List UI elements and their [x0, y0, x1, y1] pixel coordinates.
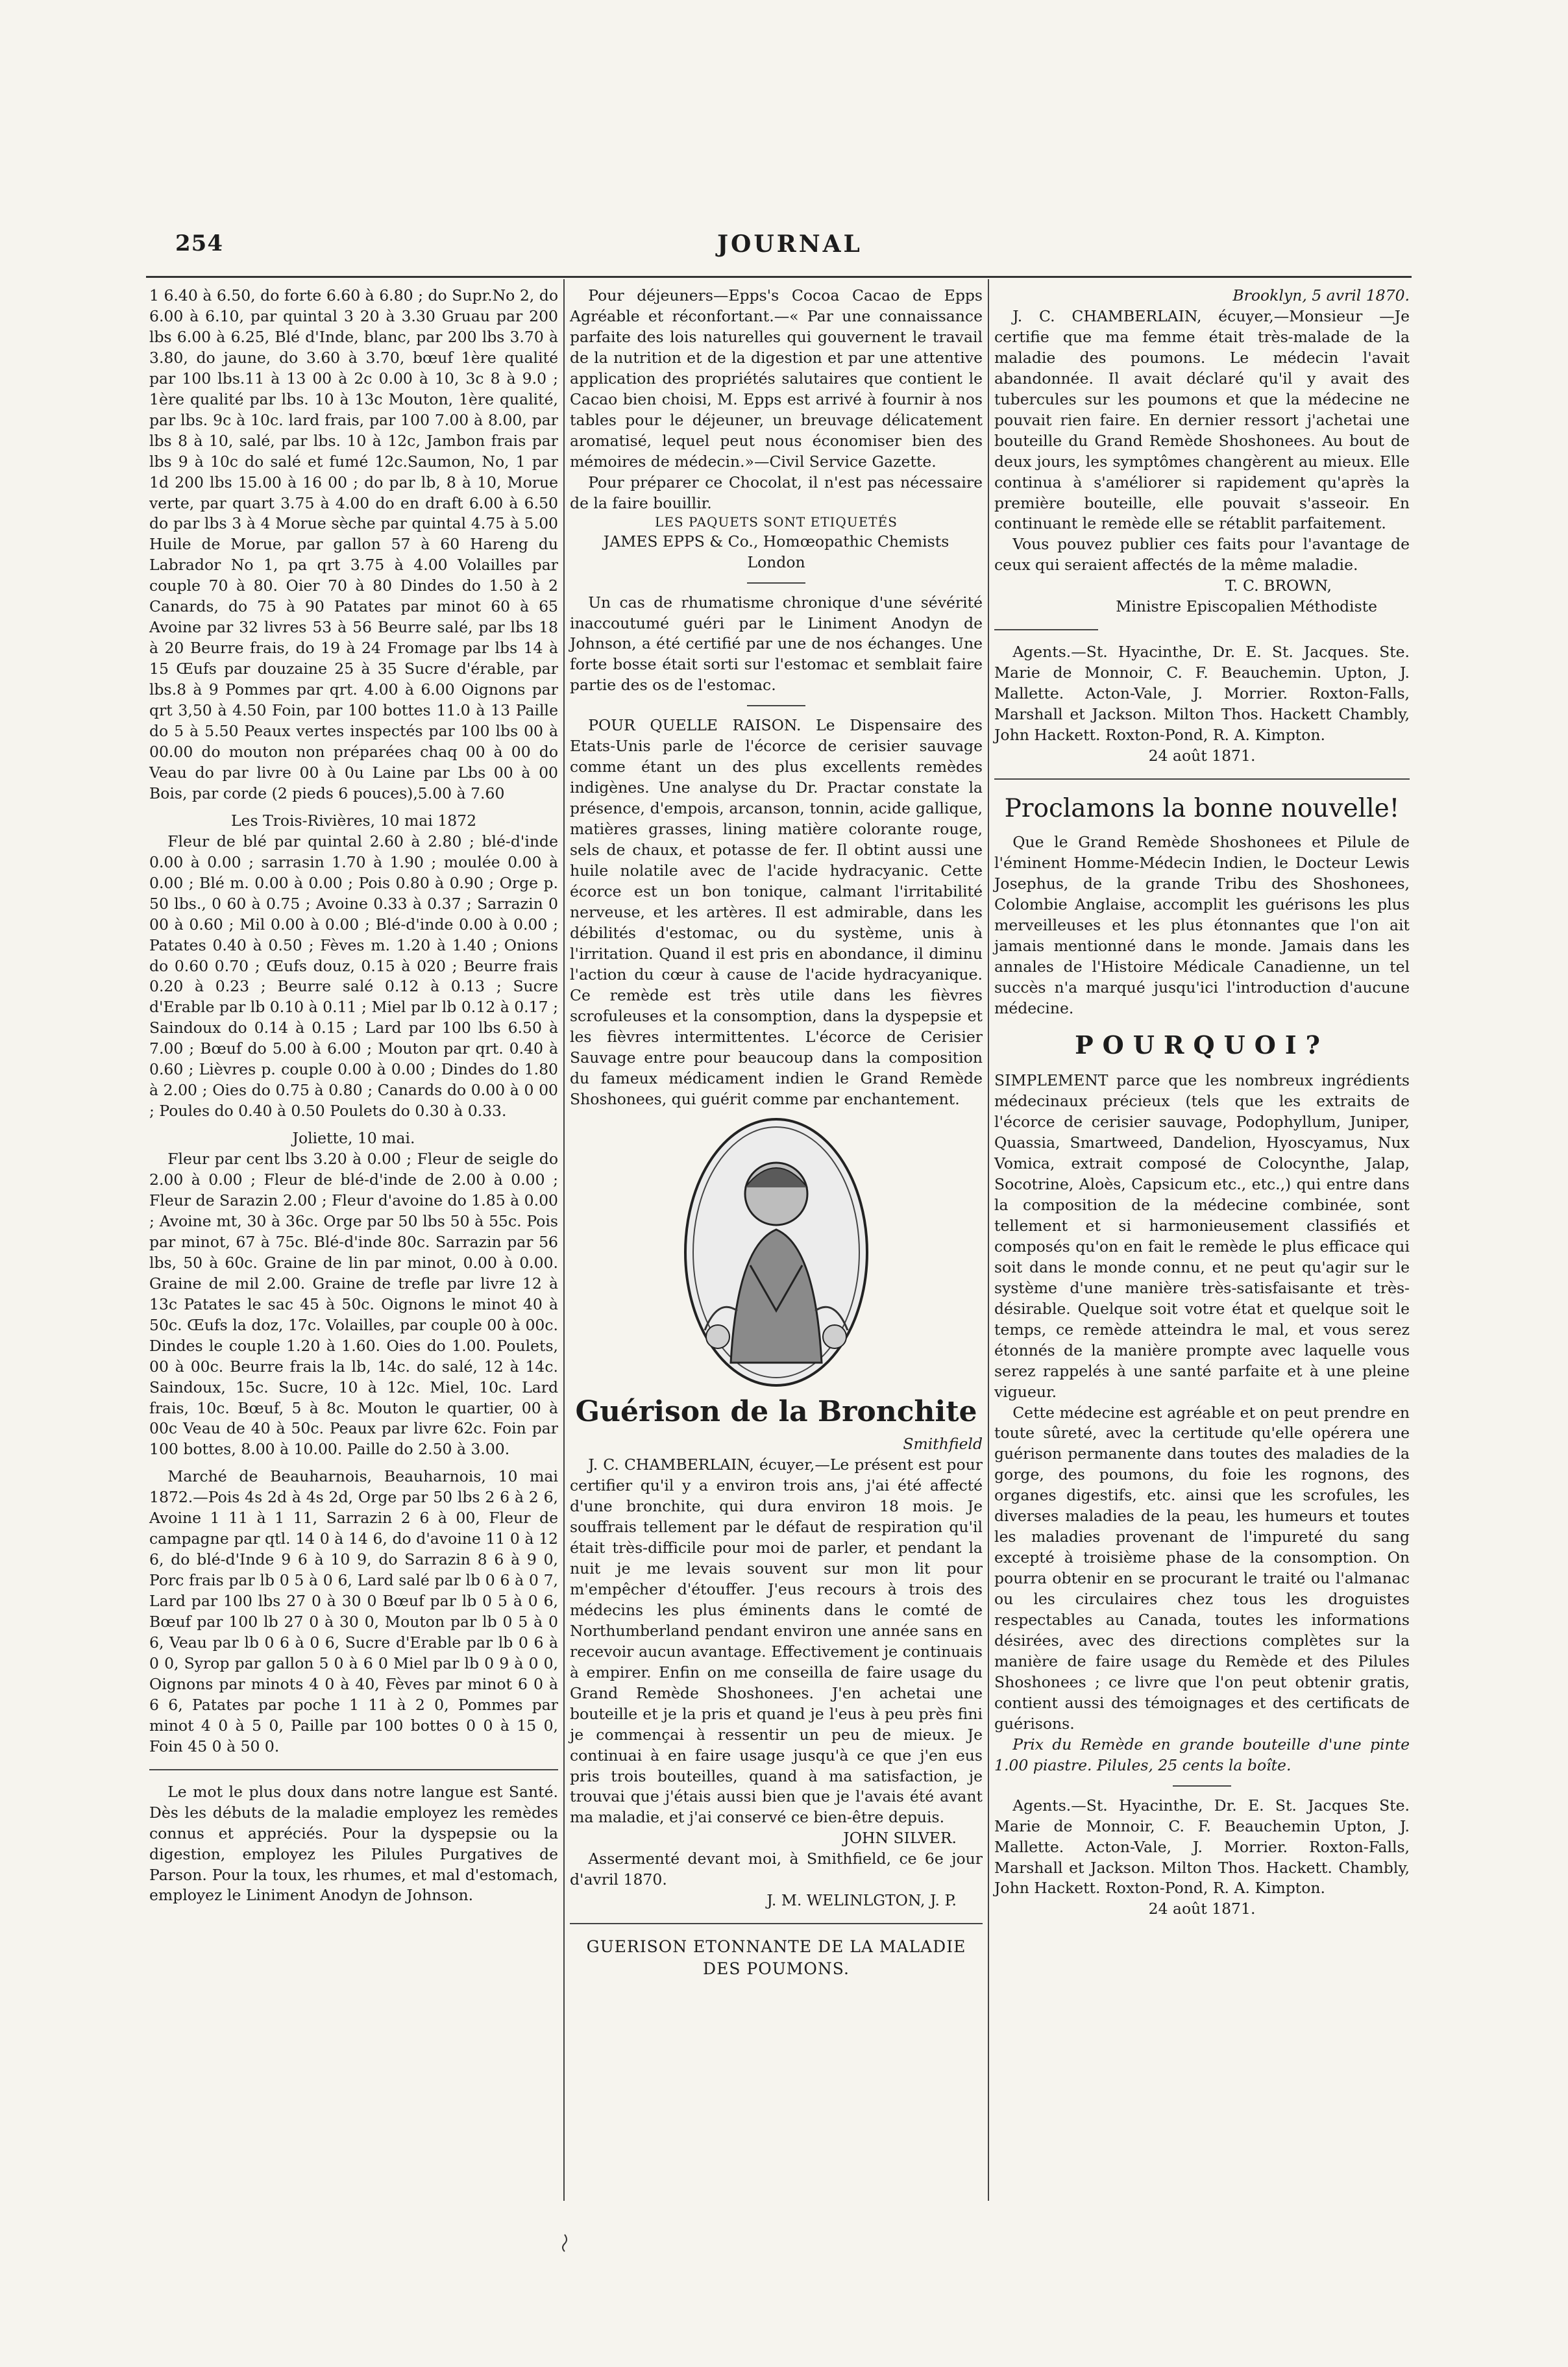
rheumatism-notice: Un cas de rhumatisme chronique d'une sévérité inaccoutumé guéri par le Liniment Anodyn de Johnson, a été certifié par une de nos échanges. Une forte bosse était sorti sur l'estomac et semblait faire partie des os de l'estomac. — [570, 593, 983, 695]
newspaper-title: JOURNAL — [717, 230, 863, 258]
column-divider-2 — [988, 279, 989, 2201]
brooklyn-testimonial: J. C. CHAMBERLAIN, écuyer,—Monsieur —Je certifie que ma femme était très-malade de la maladie des poumons. Le médecin l'avait abandonnée. Il avait déclaré qu'il y avait des tubercules sur les poumons et que la médecine ne pouvait rien faire. En dernier ressort j'achetai une bouteille du Grand Remède Shoshonees. Au bout de deux jours, les symptômes changèrent au mieux. Elle continua à s'améliorer si rapidement qu'après la première bouteille, elle pouvait s'asseoir. En continuant le remède elle se rétablit parfaitement. — [994, 306, 1410, 533]
printer-ornament — [558, 2233, 571, 2253]
epps-paquets: LES PAQUETS SONT ETIQUETÉS — [655, 514, 898, 530]
epps-firm: JAMES EPPS & Co., Homœopathic Chemists — [603, 532, 949, 551]
trois-rivieres-dateline: Les Trois-Rivières, 10 mai 1872 — [230, 811, 477, 830]
joliette-dateline: Joliette, 10 mai. — [292, 1129, 415, 1148]
agents-date-1: 24 août 1871. — [1148, 747, 1256, 765]
agents-list-2: Agents.—St. Hyacinthe, Dr. E. St. Jacques Ste. Marie de Monnoir, C. F. Beauchemin Upton, J. Mallette. Acton-Vale, J. Morrier. Roxton-Falls, Marshall et Jackson. Milton Thos. Hackett. Chambly, John Hackett. Roxton-Pond, R. A. Kimpton. — [994, 1796, 1410, 1898]
proclamons-text: Que le Grand Remède Shoshonees et Pilule de l'éminent Homme-Médecin Indien, le Docteur Lewis Josephus, de la grande Tribu des Shoshonees, Colombie Anglaise, accomplit les guérisons les plus merveilleuses et les plus étonnantes que l'on ait jamais mentionné dans le monde. Jamais dans les annales de l'Histoire Médicale Canadienne, un tel succès n'a marqué jusqu'ici l'introduction d'aucune médecine. — [994, 833, 1410, 1017]
beauharnois-prices: Marché de Beauharnois, Beauharnois, 10 mai 1872.—Pois 4s 2d à 4s 2d, Orge par 50 lbs 2 6 à 2 6, Avoine 1 11 à 1 11, Sarrazin 2 6 à 00, Fleur de campagne par qtl. 14 0 à 14 6, do d'avoine 11 0 à 12 6, do blé-d'Inde 9 6 à 10 9, do Sarrazin 8 6 à 9 0, Porc frais par lb 0 5 à 0 6, Lard salé par lb 0 6 à 0 7, Lard par 100 lbs 27 0 à 30 0 Bœuf par lb 0 5 à 0 6, Bœuf par 100 lb 27 0 à 30 0, Mouton par lb 0 5 à 0 6, Veau par lb 0 6 à 0 6, Sucre d'Erable par lb 0 6 à 0 0, Syrop par gallon 5 0 à 6 0 Miel par lb 0 9 à 0 0, Oignons par minots 4 0 à 40, Fèves par minot 6 0 à 6 6, Patates par poche 1 11 à 2 0, Pommes par minot 4 0 à 5 0, Paille par 100 bottes 0 0 à 15 0, Foin 45 0 à 50 0. — [149, 1467, 558, 1755]
bronchite-signature: JOHN SILVER. — [843, 1829, 957, 1848]
pourquoi-heading: POURQUOI? — [1075, 1030, 1329, 1060]
indian-doctor-engraving — [679, 1116, 874, 1389]
divider — [994, 629, 1098, 630]
divider — [747, 705, 805, 706]
page-header — [146, 230, 1412, 276]
divider — [570, 1923, 983, 1924]
divider — [994, 778, 1410, 780]
divider — [747, 582, 805, 584]
bronchite-testimonial: J. C. CHAMBERLAIN, écuyer,—Le présent est pour certifier qu'il y a environ trois ans, j'ai été affecté d'une bronchite, qui dura environ 18 mois. Je souffrais tellement par le défaut de respiration qu'il était très-difficile pour moi de parler, et pendant la nuit je me levais souvent sur mon lit pour m'empêcher d'étouffer. J'eus recours à trois des médecins les plus éminents dans le comté de Northumberland pendant environ une année sans en recevoir aucun avantage. Effectivement je continuais à empirer. Enfin on me conseilla de faire usage du Grand Remède Shoshonees. J'en achetai une bouteille et je la pris et quand je l'eus à peu près fini je commençai à ressentir un peu de mieux. Je continuai à en faire usage jusqu'à ce que j'en eus pris trois bouteilles, quand à ma satisfaction, je trouvai que j'étais aussi bien que je l'avais été avant ma maladie, et j'ai conservé ce bien-être depuis. — [570, 1456, 983, 1827]
proclamons-heading: Proclamons la bonne nouvelle! — [1004, 793, 1400, 823]
agents-list-1: Agents.—St. Hyacinthe, Dr. E. St. Jacques. Ste. Marie de Monnoir, C. F. Beauchemin. Upton, J. Mallette. Acton-Vale, J. Morrier. Roxton-Falls, Marshall et Jackson. Milton Thos. Hackett Chambly, John Hackett. Roxton-Pond, R. A. Kimpton. — [994, 643, 1410, 745]
brooklyn-signer-title: Ministre Episcopalien Méthodiste — [1116, 597, 1377, 616]
epps-preparation: Pour préparer ce Chocolat, il n'est pas nécessaire de la faire bouillir. — [570, 473, 983, 512]
page-number: 254 — [175, 230, 223, 256]
prix-text: Prix du Remède en grande bouteille d'une pinte 1.00 piastre. Pilules, 25 cents la boîte. — [994, 1735, 1410, 1774]
bronchite-jp: J. M. WELINLGTON, J. P. — [766, 1891, 957, 1910]
brooklyn-publish: Vous pouvez publier ces faits pour l'avantage de ceux qui seraient affectés de la même maladie. — [994, 535, 1410, 575]
column-2 — [570, 286, 983, 1980]
cette-medecine-text: Cette médecine est agréable et on peut prendre en toute sûreté, avec la certitude qu'elle opérera une guérison permanente dans toutes des maladies de la gorge, des poumons, du foie les rognons, des organes digestifs, etc. ainsi que les scrofules, les diverses maladies de la peau, les humeurs et toutes les maladies provenant de l'impureté du sang excepté à troisième phase de la consomption. On pourra obtenir en se procurant le traité ou l'almanac ou les circulaires chez tous les droguistes respectables au Canada, toutes les informations désirées, avec des directions complètes sur la manière de faire usage du Remède et des Pilules Shoshonees ; ce livre que l'on peut obtenir gratis, contient aussi des témoignages et des certificats de guérisons. — [994, 1403, 1410, 1733]
column-3 — [994, 286, 1410, 1920]
brooklyn-dateline: Brooklyn, 5 avril 1870. — [1232, 286, 1410, 304]
joliette-prices: Fleur par cent lbs 3.20 à 0.00 ; Fleur de seigle do 2.00 à 0.00 ; Fleur de blé-d'inde de 2.00 à 0.00 ; Fleur de Sarazin 2.00 ; Fleur d'avoine do 1.85 à 0.00 ; Avoine mt, 30 à 36c. Orge par 50 lbs 50 à 55c. Pois par minot, 67 à 75c. Blé-d'inde 80c. Sarrazin par 56 lbs, 50 à 60c. Graine de lin par minot, 0.00 à 0.00. Graine de mil 2.00. Graine de trefle par livre 12 à 13c Patates le sac 45 à 50c. Oignons le minot 40 à 50c. Œufs la doz, 17c. Volailles, par couple 00 à 00c. Dindes le couple 1.20 à 1.60. Oies do 1.00. Poulets, 00 à 00c. Beurre frais la lb, 14c. do salé, 12 à 14c. Saindoux, 15c. Sucre, 10 à 12c. Miel, 10c. Lard frais, 10c. Bœuf, 5 à 8c. Mouton le quartier, 00 à 00c Veau de 40 à 50c. Peaux par livre 62c. Foin par 100 bottes, 8.00 à 10.00. Paille do 2.50 à 3.00. — [149, 1150, 558, 1459]
sante-notice: Le mot le plus doux dans notre langue est Santé. Dès les débuts de la maladie employez les remèdes connus et appréciés. Pour la dyspepsie ou la digestion, employez les Pilules Purgatives de Parson. Pour la toux, les rhumes, et mal d'estomach, employez le Liniment Anodyn de Johnson. — [149, 1782, 558, 1905]
brooklyn-signature: T. C. BROWN, — [1225, 576, 1332, 595]
epps-city: London — [747, 552, 805, 571]
bronchite-place: Smithfield — [903, 1435, 983, 1454]
divider — [149, 1769, 558, 1770]
bronchite-heading: Guérison de la Bronchite — [575, 1395, 977, 1429]
divider — [1173, 1785, 1231, 1787]
agents-date-2: 24 août 1871. — [1148, 1900, 1256, 1918]
trois-rivieres-prices: Fleur de blé par quintal 2.60 à 2.80 ; blé-d'inde 0.00 à 0.00 ; sarrasin 1.70 à 1.90 ; moulée 0.00 à 0.00 ; Blé m. 0.00 à 0.00 ; Pois 0.80 à 0.90 ; Orge p. 50 lbs., 0 60 à 0.75 ; Avoine 0.33 à 0.37 ; Sarrazin 0 00 à 0.60 ; Mil 0.00 à 0.00 ; Blé-d'inde 0.00 à 0.00 ; Patates 0.40 à 0.50 ; Fèves m. 1.20 à 1.40 ; Onions do 0.60 0.70 ; Œufs douz, 0.15 à 020 ; Beurre frais 0.20 à 0.23 ; Beurre salé 0.12 à 0.13 ; Sucre d'Erable par lb 0.10 à 0.11 ; Miel par lb 0.12 à 0.17 ; Saindoux do 0.14 à 0.15 ; Lard par 100 lbs 6.50 à 7.00 ; Bœuf do 5.00 à 6.00 ; Mouton par qrt. 0.40 à 0.60 ; Lièvres p. couple 0.00 à 0.00 ; Dindes do 1.80 à 2.00 ; Oies do 0.75 à 0.80 ; Canards do 0.00 à 0 00 ; Poules do 0.40 à 0.50 Poulets do 0.30 à 0.33. — [149, 832, 558, 1121]
column-1 — [149, 286, 558, 1906]
guerison-poumons-heading: GUERISON ETONNANTE DE LA MALADIE DES POUMONS. — [586, 1937, 966, 1979]
market-prices-main: 1 6.40 à 6.50, do forte 6.60 à 6.80 ; do Supr.No 2, do 6.00 à 6.10, par quintal 3 20 à 3.30 Gruau par 200 lbs 6.00 à 6.25, Blé d'Inde, blanc, par 200 lbs 3.70 à 3.80, do jaune, do 3.60 à 3.70, bœuf 1ère qualité par 100 lbs.11 à 13 00 à 2c 0.00 à 10, 3c 8 à 9.0 ; 1ère qualité par lbs. 10 à 13c Mouton, 1ère qualité, par lbs. 9c à 10c. lard frais, par 100 7.00 à 8.00, par lbs 8 à 10, salé, par lbs. 10 à 12c, Jambon frais par lbs 9 à 10c do salé et fumé 12c.Saumon, No, 1 par 1d 200 lbs 15.00 à 16 00 ; do par lb, 8 à 10, Morue verte, par quart 3.75 à 4.00 do en draft 6.00 à 6.50 do par lbs 3 à 4 Morue sèche par quintal 4.75 à 5.00 Huile de Morue, par gallon 57 à 60 Hareng du Labrador No 1, pa qrt 3.75 à 4.00 Volailles par couple 70 à 80. Oier 70 à 80 Dindes do 1.50 à 2 Canards, do 75 à 90 Patates par minot 60 à 65 Avoine par 32 livres 53 à 56 Beurre salé, par lbs 18 à 20 Beurre frais, do 19 à 24 Fromage par lbs 14 à 15 Œufs par douzaine 25 à 35 Sucre d'érable, par lbs.8 à 9 Pommes par qrt. 4.00 à 6.00 Oignons par qrt 3,50 à 4.50 Foin, par 100 bottes 11.0 à 13 Paille do 5 à 5.50 Peaux vertes inspectés par 100 lbs 00 à 00.00 do mouton non préparées chaq 00 à 00 do Veau do par livre 00 à 0u Laine par Lbs 00 à 00 Bois, par corde (2 pieds 6 pouces),5.00 à 7.60 — [149, 286, 558, 802]
pourquoi-text: SIMPLEMENT parce que les nombreux ingrédients médecinaux précieux (tels que les extraits de l'écorce de cerisier sauvage, Podophyllum, Juniper, Quassia, Smartweed, Dandelion, Hyoscyamus, Nux Vomica, extrait composé de Colocynthe, Jalap, Socotrine, Aloès, Capsicum etc., etc.,) qui entre dans la composition de la médecine combinée, sont tellement et si harmonieusement classifiés et composés qu'on en fait le remède le plus efficace qui soit dans le monde connu, et ne peut qu'agir sur le système d'une manière très-satisfaisante et très-désirable. Quelque soit votre état et quelque soit le temps, ce remède atteindra le mal, et vous serez étonnés de la manière prompte avec laquelle vous serez rappelés à une santé parfaite et à une pleine vigueur. — [994, 1071, 1410, 1401]
column-divider-1 — [563, 279, 565, 2201]
header-rule — [146, 276, 1412, 278]
bronchite-sworn: Assermenté devant moi, à Smithfield, ce 6e jour d'avril 1870. — [570, 1850, 983, 1889]
epps-cocoa-ad: Pour déjeuners—Epps's Cocoa Cacao de Epps Agréable et réconfortant.—« Par une connaissance parfaite des lois naturelles qui gouvernent le travail de la nutrition et de la digestion et par une attentive application des propriétés salutaires que contient le Cacao bien choisi, M. Epps est arrivé à fournir à nos tables pour le déjeuner, un breuvage délicatement aromatisé, lequel peut nous économiser bien des mémoires de médecin.»—Civil Service Gazette. — [570, 286, 983, 471]
pour-quelle-raison: POUR QUELLE RAISON. Le Dispensaire des Etats-Unis parle de l'écorce de cerisier sauvage comme étant un des plus excellents remèdes indigènes. Une analyse du Dr. Practar constate la présence, d'empois, arcanson, tonnin, acide gallique, matières grasses, lining matière colorante rouge, sels de chaux, et potasse de fer. Il obtint aussi une huile nolatile avec de l'acide hydracyanic. Cette écorce est un bon tonique, calmant l'irritabilité nerveuse, et les artères. Il est admirable, dans les débilités d'estomac, ou du système, unis à l'irritation. Quand il est pris en abondance, il diminu l'action du cœur à cause de l'acide hydracyanique. Ce remède est très utile dans les fièvres scrofuleuses et la consomption, dans la dyspepsie et les fièvres intermittentes. L'écorce de Cerisier Sauvage entre pour beaucoup dans la composition du fameux médicament indien le Grand Remède Shoshonees, qui guérit comme par enchantement. — [570, 716, 983, 1108]
